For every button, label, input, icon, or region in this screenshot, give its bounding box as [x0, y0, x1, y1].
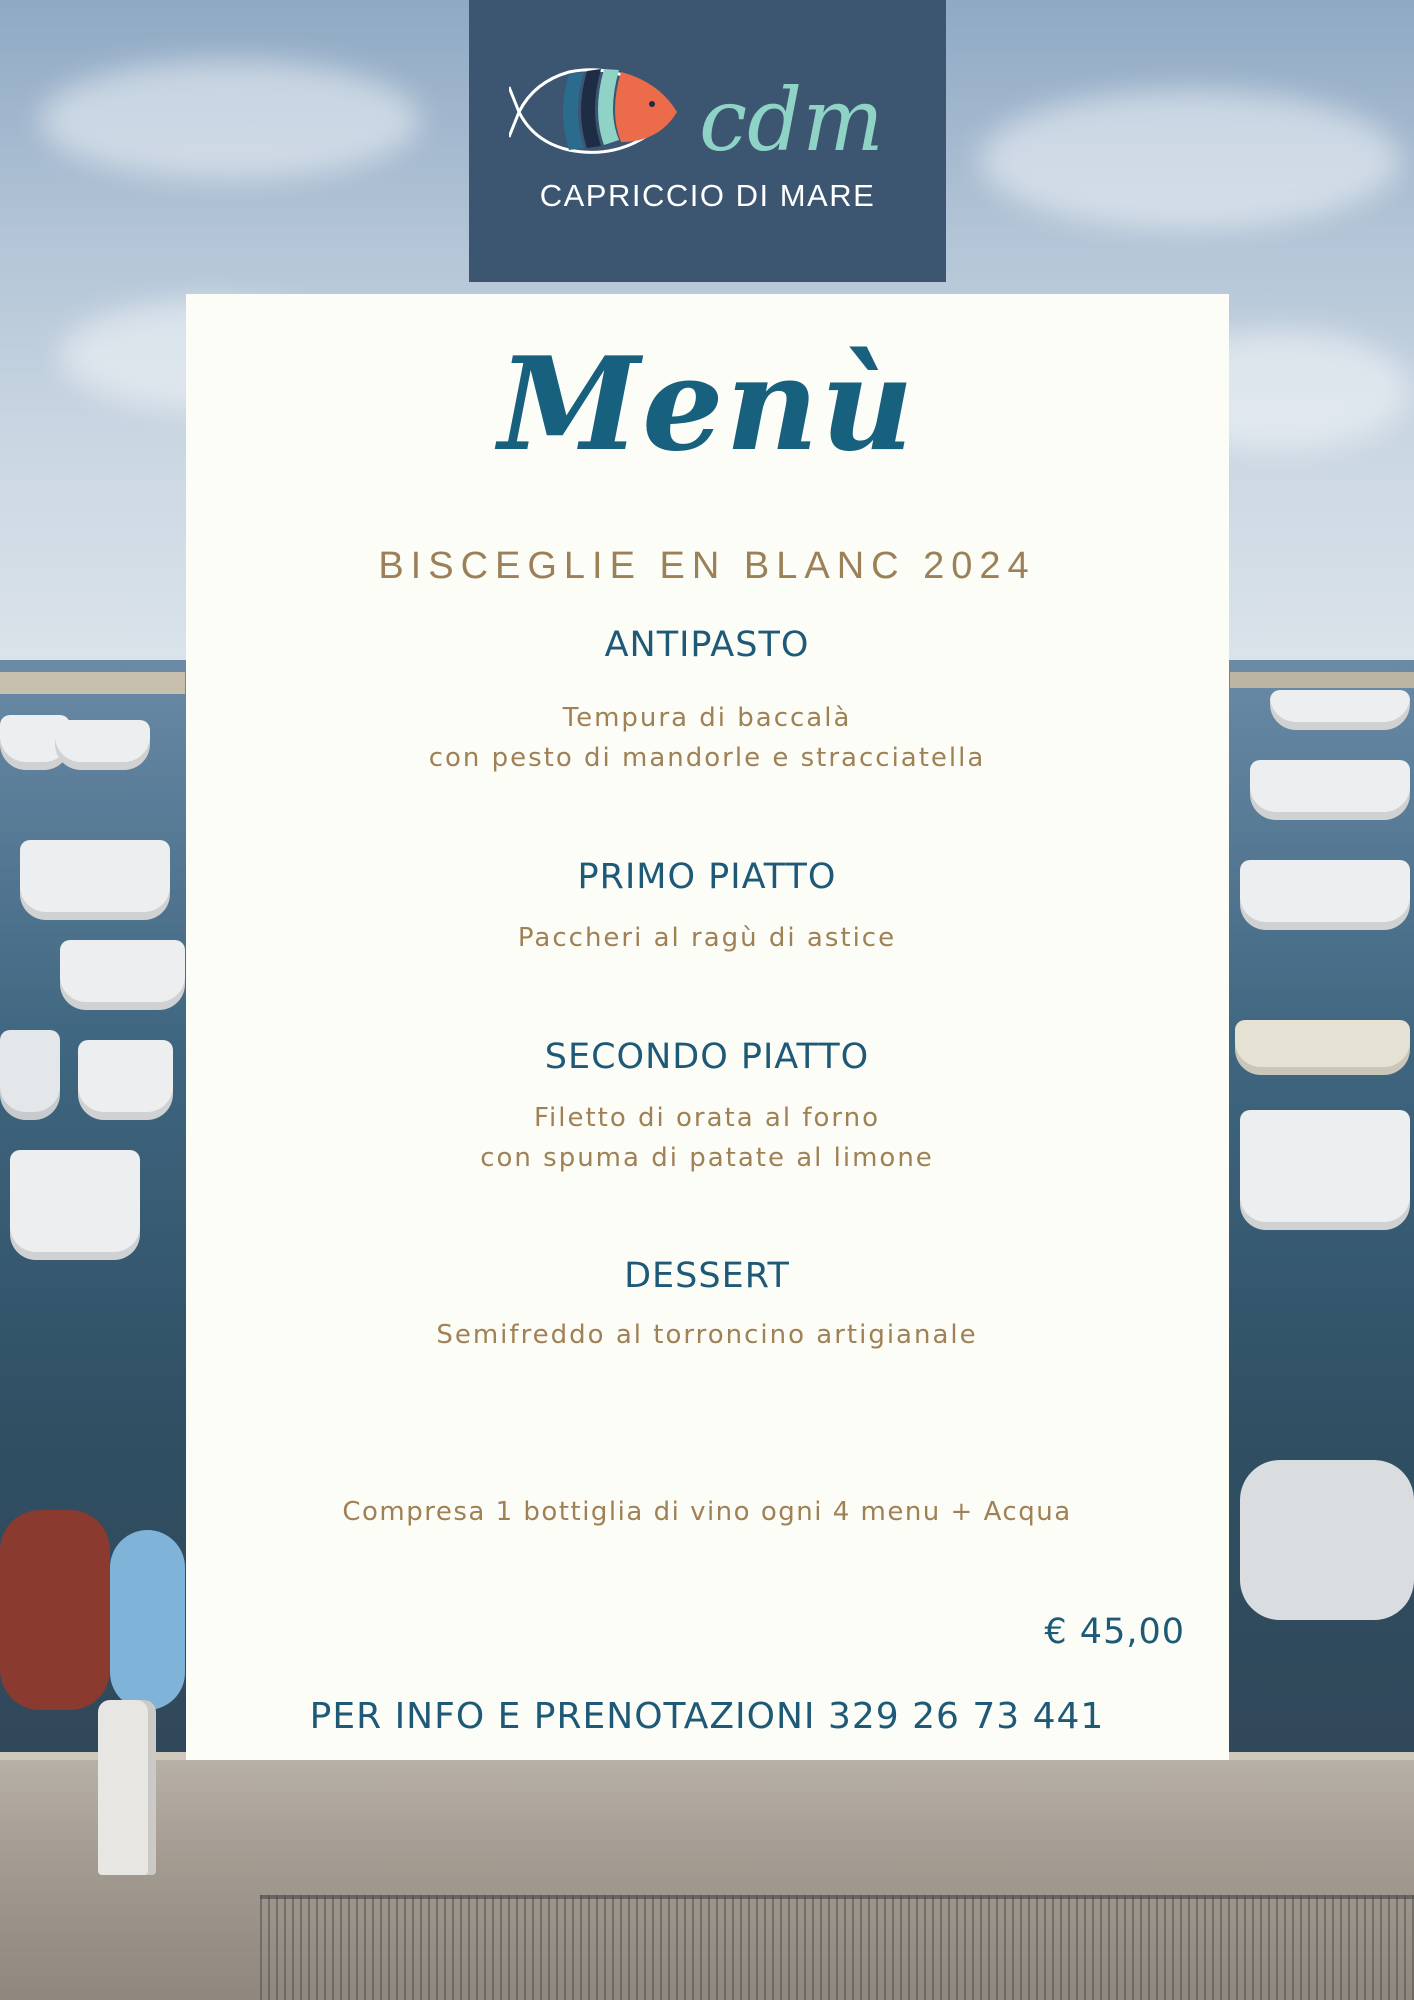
menu-card: [186, 294, 1229, 1760]
dish-line: Filetto di orata al forno: [533, 1103, 881, 1133]
dish-line: Paccheri al ragù di astice: [517, 923, 897, 953]
fish-logo-icon: [509, 42, 909, 172]
cloud: [40, 60, 420, 180]
railing: [260, 1895, 1414, 2000]
section-title-secondo-piatto: SECONDO PIATTO: [544, 1037, 870, 1077]
section-title-antipasto: ANTIPASTO: [604, 625, 810, 665]
section-title-dessert: DESSERT: [624, 1256, 790, 1296]
section-title-primo-piatto: PRIMO PIATTO: [577, 857, 837, 897]
dish-line: con spuma di patate al limone: [480, 1143, 934, 1173]
menu-price: € 45,00: [1044, 1612, 1185, 1652]
dish-line: con pesto di mandorle e stracciatella: [428, 743, 986, 773]
dinghy: [0, 1510, 110, 1710]
dish-line: Tempura di baccalà: [562, 703, 852, 733]
jetty: [0, 672, 185, 694]
dinghy: [110, 1530, 185, 1710]
brand-logo-box: [469, 0, 946, 282]
menu-subtitle: BISCEGLIE EN BLANC 2024: [378, 545, 1036, 587]
brand-name: CAPRICCIO DI MARE: [539, 178, 876, 213]
jetty: [1230, 672, 1414, 688]
contact-info: PER INFO E PRENOTAZIONI 329 26 73 441: [309, 1696, 1105, 1737]
dish-line: Semifreddo al torroncino artigianale: [436, 1320, 978, 1350]
menu-title: Menù: [498, 330, 916, 480]
dinghy: [1240, 1460, 1414, 1620]
cloud: [980, 90, 1400, 230]
menu-note: Compresa 1 bottiglia di vino ogni 4 menu + Acqua: [342, 1497, 1072, 1527]
brand-monogram: cdm: [699, 71, 884, 171]
